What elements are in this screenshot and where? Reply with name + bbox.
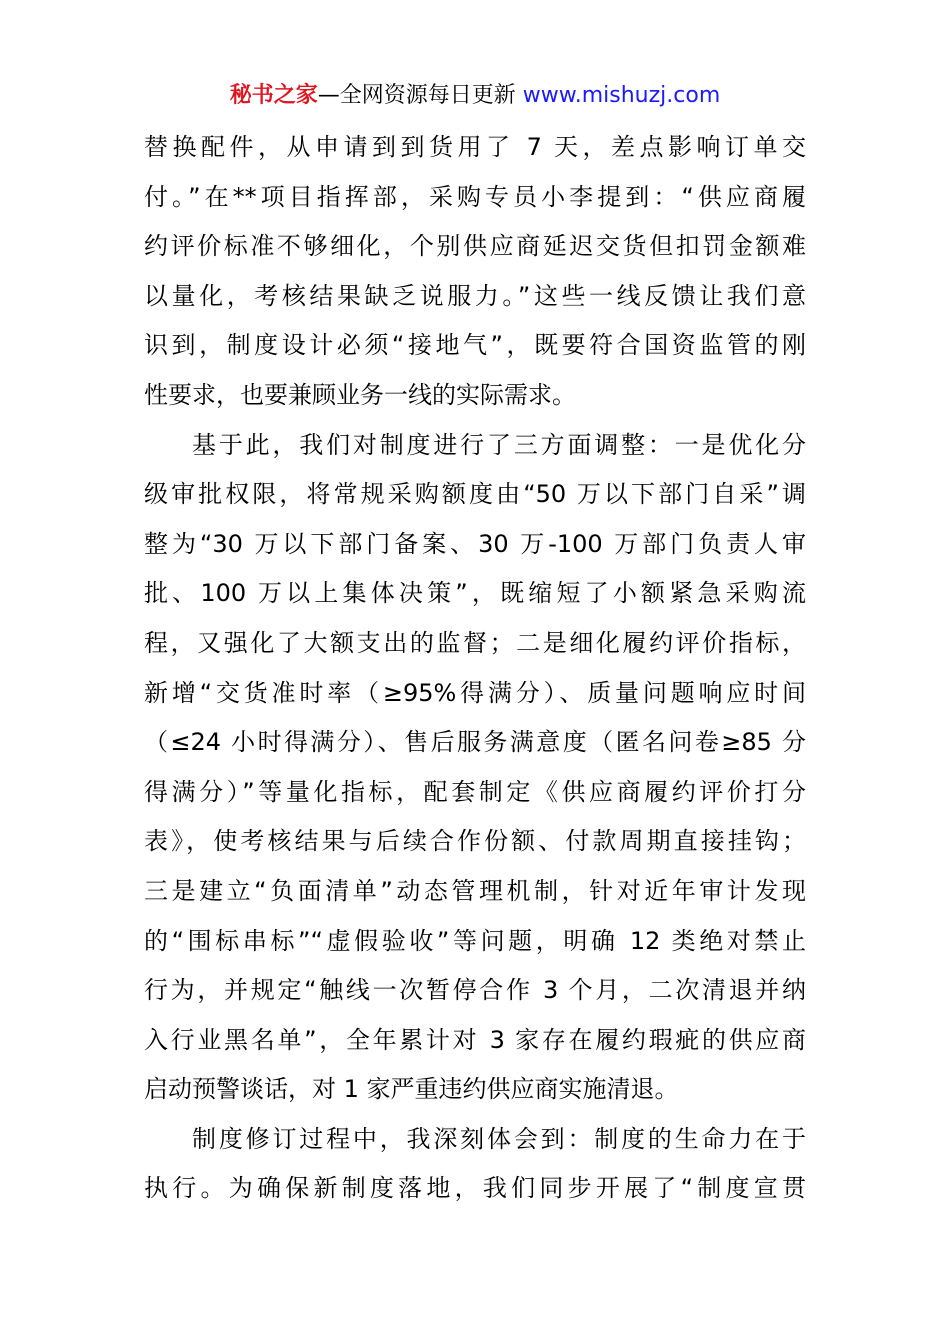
text-line: 性要求，也要兼顾业务一线的实际需求。 [144,380,576,409]
text-line: 三是建立“负面清单”动态管理机制，针对近年审计发现 [144,876,806,905]
text-line: 替换配件，从申请到到货用了 7 天，差点影响订单交 [144,133,806,161]
text-line: 付。”在**项目指挥部，采购专员小李提到：“供应商履 [144,182,806,211]
text-line: 的“围标串标”“虚假验收”等问题，明确 12 类绝对禁止 [144,926,806,955]
text-line: 识到，制度设计必须“接地气”，既要符合国资监管的刚 [144,331,806,360]
text-line: 入行业黑名单”，全年累计对 3 家存在履约瑕疵的供应商 [144,1025,806,1054]
text-line: 整为“30 万以下部门备案、30 万-100 万部门负责人审 [144,529,806,558]
paragraph-start-line: 制度修订过程中，我深刻体会到：制度的生命力在于 [192,1124,806,1153]
text-line: 约评价标准不够细化，个别供应商延迟交货但扣罚金额难 [144,232,806,261]
text-line: （≤24 小时得满分）、售后服务满意度（匿名问卷≥85 分 [144,728,806,757]
text-line: 批、100 万以上集体决策”，既缩短了小额紧急采购流 [144,579,806,608]
text-line: 行为，并规定“触线一次暂停合作 3 个月，二次清退并纳 [144,976,806,1005]
text-line: 得满分）”等量化指标，配套制定《供应商履约评价打分 [144,777,806,806]
text-line: 启动预警谈话，对 1 家严重违约供应商实施清退。 [144,1075,679,1104]
text-line: 新增“交货准时率（≥95%得满分）、质量问题响应时间 [144,678,806,707]
text-line: 表》，使考核结果与后续合作份额、付款周期直接挂钩； [144,827,806,856]
paragraph-start-line: 基于此，我们对制度进行了三方面调整：一是优化分 [192,430,806,459]
page-header [0,80,950,112]
text-line: 以量化，考核结果缺乏说服力。”这些一线反馈让我们意 [144,281,806,310]
text-line: 执行。为确保新制度落地，我们同步开展了“制度宣贯 [144,1174,806,1203]
site-brand: 秘书之家 [229,83,318,108]
text-line: 级审批权限，将常规采购额度由“50 万以下部门自采”调 [144,480,806,509]
document-body [144,123,814,1214]
text-line: 程，又强化了大额支出的监督；二是细化履约评价指标， [144,628,806,657]
site-tagline: —全网资源每日更新 [317,83,523,108]
site-url-link[interactable]: www.mishuzj.com [522,83,721,108]
